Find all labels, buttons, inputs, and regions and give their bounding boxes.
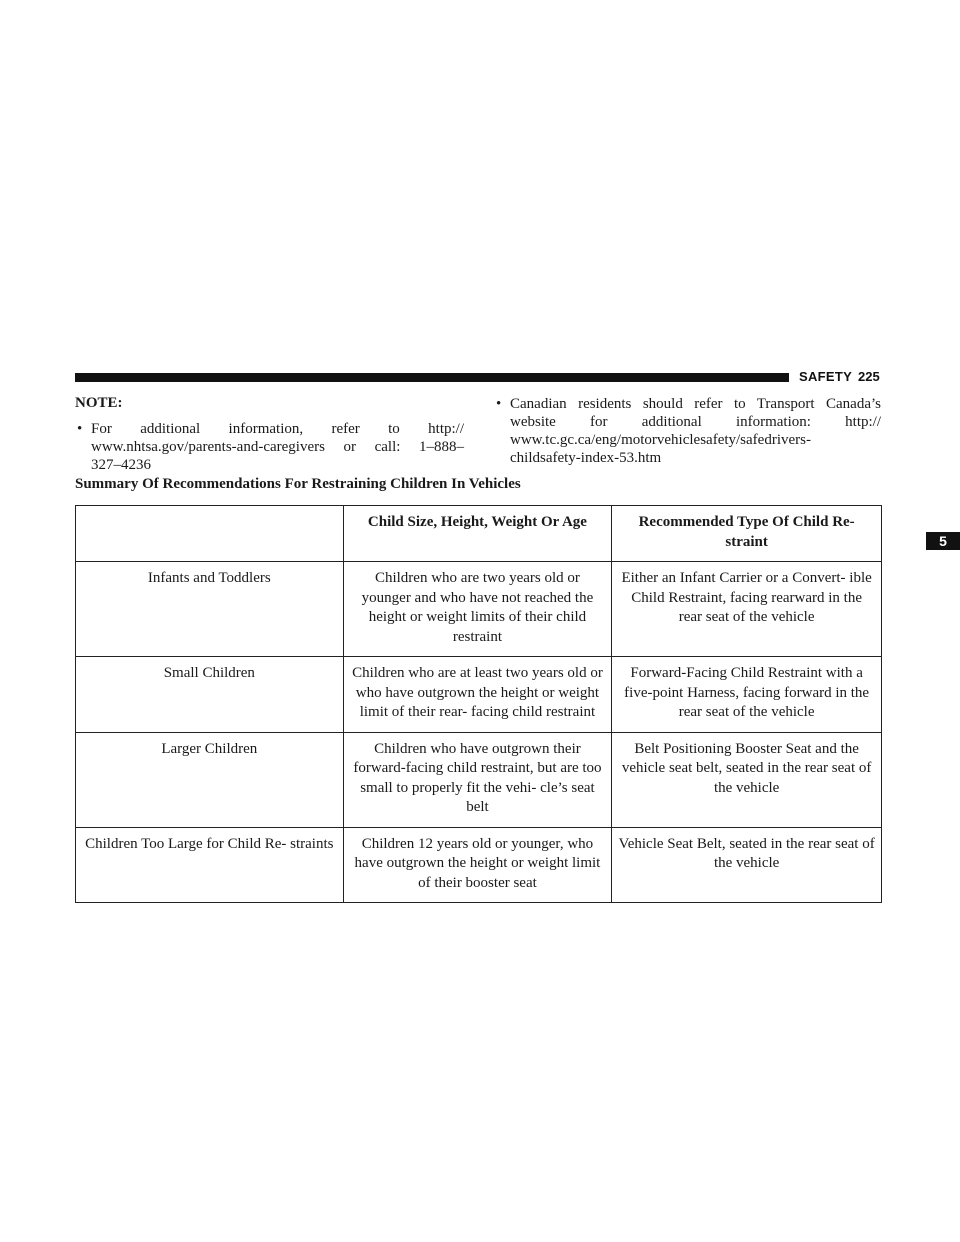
table-cell-category: Larger Children [76, 732, 344, 827]
table-row [76, 827, 882, 903]
bullet-line: Canadian residents should refer to Transport Canada’s [510, 396, 881, 412]
header-cell-restraint-type: Recommended Type Of Child Re- straint [612, 506, 882, 562]
table-cell-restraint: Forward-Facing Child Restraint with a five-point Harness, facing forward in the rear seat of the vehicle [612, 657, 882, 733]
note-bullet-nhtsa [77, 420, 464, 474]
bullet-line: www.tc.gc.ca/eng/motorvehiclesafety/safedrivers- [510, 432, 811, 448]
bullet-line: 327–4236 [91, 457, 151, 473]
chapter-tab: 5 [926, 532, 960, 550]
table-cell-category: Children Too Large for Child Re- straints [76, 827, 344, 903]
table-cell-size: Children who are at least two years old or who have outgrown the height or weight limit of their rear- facing child restraint [343, 657, 612, 733]
bullet-icon: • [77, 421, 83, 437]
table-row [76, 732, 882, 827]
section-title: SAFETY [799, 369, 853, 384]
bullet-line: For additional information, refer to http:// [91, 421, 464, 437]
table-cell-size: Children who have outgrown their forward-facing child restraint, but are too small to properly fit the vehi- cle’s seat belt [343, 732, 612, 827]
table-cell-restraint: Either an Infant Carrier or a Convert- ible Child Restraint, facing rearward in the rear seat of the vehicle [612, 562, 882, 657]
bullet-line: website for additional information: http:// [510, 414, 881, 430]
header-cell-blank [76, 506, 344, 562]
recommendations-table [75, 505, 882, 903]
table-cell-category: Small Children [76, 657, 344, 733]
table-cell-category: Infants and Toddlers [76, 562, 344, 657]
table-cell-restraint: Vehicle Seat Belt, seated in the rear seat of the vehicle [612, 827, 882, 903]
header-rule [75, 373, 789, 382]
table-cell-restraint: Belt Positioning Booster Seat and the vehicle seat belt, seated in the rear seat of the vehicle [612, 732, 882, 827]
note-bullet-canada [496, 395, 881, 467]
table-cell-size: Children who are two years old or younger and who have not reached the height or weight limits of their child restraint [343, 562, 612, 657]
bullet-line: childsafety-index-53.htm [510, 450, 662, 466]
table-title: Summary Of Recommendations For Restraining Children In Vehicles [75, 476, 521, 492]
page-number: 225 [858, 369, 880, 384]
table-header-row [76, 506, 882, 562]
bullet-icon: • [496, 396, 502, 412]
table-row [76, 562, 882, 657]
bullet-line: www.nhtsa.gov/parents-and-caregivers or call: 1–888– [91, 439, 464, 455]
table-row [76, 657, 882, 733]
header-cell-child-size: Child Size, Height, Weight Or Age [343, 506, 612, 562]
table-cell-size: Children 12 years old or younger, who have outgrown the height or weight limit of their booster seat [343, 827, 612, 903]
note-title: NOTE: [75, 395, 123, 411]
